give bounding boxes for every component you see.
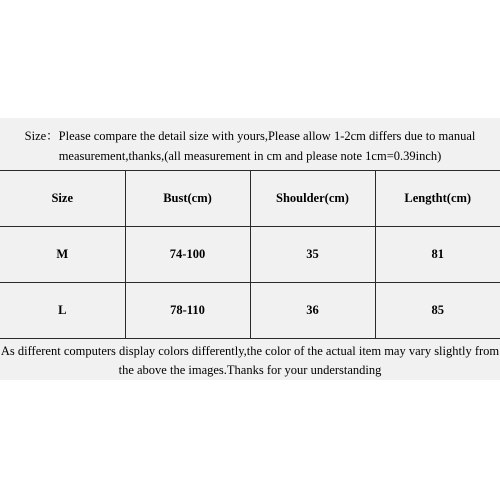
size-note bbox=[0, 126, 500, 166]
cell-shoulder: 36 bbox=[250, 283, 375, 339]
header-bust: Bust(cm) bbox=[125, 171, 250, 227]
cell-length: 85 bbox=[375, 283, 500, 339]
cell-bust: 78-110 bbox=[125, 283, 250, 339]
size-chart-panel bbox=[0, 118, 500, 380]
header-size: Size bbox=[0, 171, 125, 227]
table-header-row bbox=[0, 171, 500, 227]
size-note-line-1: Size：Please compare the detail size with yours,Please allow 1-2cm differs due to manual bbox=[24, 129, 476, 143]
size-note-line-2: measurement,thanks,(all measurement in cm and please note 1cm=0.39inch) bbox=[58, 149, 442, 163]
cell-shoulder: 35 bbox=[250, 227, 375, 283]
table-row bbox=[0, 283, 500, 339]
header-length: Lengtht(cm) bbox=[375, 171, 500, 227]
color-disclaimer bbox=[0, 342, 500, 380]
cell-length: 81 bbox=[375, 227, 500, 283]
color-disclaimer-line-2: the above the images.Thanks for your understanding bbox=[118, 363, 382, 377]
table-row bbox=[0, 227, 500, 283]
color-disclaimer-line-1: As different computers display colors differently,the color of the actual item may vary slightly from bbox=[0, 344, 500, 358]
cell-size: M bbox=[0, 227, 125, 283]
size-table bbox=[0, 170, 500, 339]
cell-size: L bbox=[0, 283, 125, 339]
header-shoulder: Shoulder(cm) bbox=[250, 171, 375, 227]
cell-bust: 74-100 bbox=[125, 227, 250, 283]
